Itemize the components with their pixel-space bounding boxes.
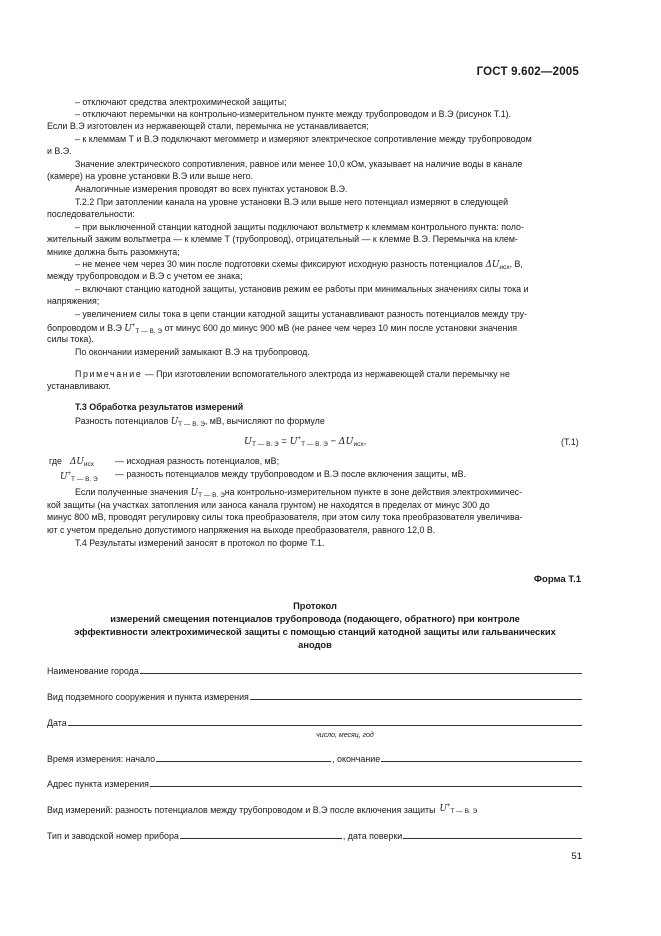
symbol-u: U xyxy=(439,804,447,814)
field-city xyxy=(47,664,583,676)
field-label: Вид подземного сооружения и пункта измерения xyxy=(47,692,249,702)
text-line: По окончании измерений замыкают В.Э на трубопровод. xyxy=(75,347,310,357)
symbol-plus: + xyxy=(131,323,136,329)
text-line: – отключают перемычки на контрольно-измерительном пункте между трубопроводом и В.Э (рисунок Т.1). xyxy=(75,109,512,119)
text-line: последовательности: xyxy=(47,209,135,219)
text-line: Т.2.2 При затоплении канала на уровне установки В.Э или выше него потенциал измеряют в следующей xyxy=(75,197,509,207)
symbol-plus: + xyxy=(446,803,451,810)
text-line: минус 800 мВ, проводят регулировку силы тока преобразователя, при этом силу тока преобразователя увеличива- xyxy=(47,512,523,522)
text-part: , В, xyxy=(509,259,523,269)
text-part: , мВ, вычисляют по формуле xyxy=(204,416,325,426)
note-line: устанавливают. xyxy=(47,381,111,391)
text-line: – отключают средства электрохимической защиты; xyxy=(75,97,287,107)
form-subtitle: измерений смещения потенциалов трубопровода (подающего, обратного) при контроле xyxy=(110,614,520,624)
symbol-u: U xyxy=(289,436,298,448)
field-date xyxy=(47,716,583,728)
formula: $U_{Т — В. Э} = U^+_{Т — В. Э} - \Delta U_{исх}$, xyxy=(244,436,367,449)
text-part: бопроводом и В.Э xyxy=(47,322,122,333)
field-label: Время измерения: начало xyxy=(47,754,156,764)
kind-symbol xyxy=(439,803,477,815)
symbol-plus: + xyxy=(67,471,71,477)
symbol-sub: Т — В. Э xyxy=(135,327,163,335)
date-input-line[interactable] xyxy=(68,724,582,726)
symbol-u: U xyxy=(124,323,132,334)
symbol-sub: Т — В. Э xyxy=(178,421,205,428)
symbol-delta-u: ΔU xyxy=(338,436,354,448)
city-input-line[interactable] xyxy=(140,672,582,674)
text-part: – не менее чем через 30 мин после подготовки схемы фиксируют исходную разность потенциалов xyxy=(75,259,484,269)
symbol-sub: исх xyxy=(83,461,95,468)
form-title: Протокол xyxy=(293,601,337,611)
text-line: Аналогичные измерения проводят во всех пунктах установок В.Э. xyxy=(75,184,348,194)
field-label: Адрес пункта измерения xyxy=(47,779,149,789)
symbol-u: U xyxy=(190,488,199,498)
field-kind xyxy=(47,803,583,815)
field-address xyxy=(47,777,583,789)
field-device xyxy=(47,829,583,841)
symbol-sub: Т — В. Э xyxy=(198,492,225,499)
text-part: Разность потенциалов xyxy=(75,416,169,426)
where-desc: — исходная разность потенциалов, мВ; xyxy=(115,456,280,466)
structure-input-line[interactable] xyxy=(250,698,582,700)
field-label: Вид измерений: разность потенциалов между трубопроводом и В.Э после включения защиты xyxy=(47,805,436,815)
formula-number: (Т.1) xyxy=(561,437,579,447)
text-line: – увеличением силы тока в цепи станции катодной защиты устанавливают разность потенциалов между тру- xyxy=(75,309,528,319)
text-part: — При изготовлении вспомогательного электрода из нержавеющей стали перемычку не xyxy=(142,369,510,379)
symbol-u: U xyxy=(244,436,253,448)
text-line: между трубопроводом и В.Э с учетом ее знака; xyxy=(47,271,243,281)
text-part: на контрольно-измерительном пункте в зоне действия электрохимичес- xyxy=(224,487,523,497)
text-line: Значение электрического сопротивления, равное или менее 10,0 кОм, указывает на наличие воды в канале xyxy=(75,159,523,169)
text-line: мнике должна быть разомкнута; xyxy=(47,247,180,257)
symbol-plus: + xyxy=(297,436,302,442)
where-desc: — разность потенциалов между трубопроводом и В.Э после включения защиты, мВ. xyxy=(115,469,467,479)
symbol-u: U xyxy=(170,417,179,427)
text-line xyxy=(47,415,583,432)
where-symbol xyxy=(60,468,98,486)
check-date-input-line[interactable] xyxy=(403,837,582,839)
text-line: – при выключенной станции катодной защиты подключают вольтметр к клеммам контрольного пункта: поло- xyxy=(75,222,524,232)
text-part: от минус 600 до минус 900 мВ (не ранее чем через 10 мин после установки значения xyxy=(164,322,518,333)
field-label: Тип и заводской номер прибора xyxy=(47,831,179,841)
text-line: – к клеммам Т и В.Э подключают мегомметр и измеряют электрическое сопротивление между трубопроводом xyxy=(75,134,532,144)
text-line: – включают станцию катодной защиты, установив режим ее работы при минимальных значениях силы тока и xyxy=(75,284,529,294)
where-word: где xyxy=(49,456,62,466)
form-subtitle: эффективности электрохимической защиты с помощью станций катодной защиты или гальванических xyxy=(74,627,556,637)
field-label: , дата поверки xyxy=(342,831,403,841)
symbol-delta-u: ΔU xyxy=(70,457,84,467)
device-input-line[interactable] xyxy=(180,837,342,839)
symbol-u: U xyxy=(60,471,68,482)
field-label: Дата xyxy=(47,718,67,728)
text-part: Если полученные значения xyxy=(75,487,189,497)
field-label: , окончание xyxy=(332,754,381,764)
page-number: 51 xyxy=(571,851,582,862)
symbol-sub: Т — В. Э xyxy=(450,808,478,815)
form-subtitle: анодов xyxy=(298,640,332,650)
symbol-sub: исх xyxy=(499,264,510,271)
symbol-delta-u: ΔU xyxy=(485,260,500,270)
field-structure xyxy=(47,690,583,702)
text-line: Т.4 Результаты измерений заносят в протокол по форме Т.1. xyxy=(75,538,325,548)
field-time xyxy=(47,752,583,764)
symbol-sub: Т — В. Э xyxy=(252,441,279,449)
text-line: силы тока). xyxy=(47,334,94,344)
note-label: Примечание xyxy=(75,369,143,379)
address-input-line[interactable] xyxy=(150,785,582,787)
form-label: Форма Т.1 xyxy=(533,574,581,585)
text-line: ют с учетом предельно допустимого напряжения на выходе преобразователя, равного 12,0 В. xyxy=(47,525,436,535)
section-title: Т.3 Обработка результатов измерений xyxy=(75,402,244,412)
equals-sign: = xyxy=(281,436,287,448)
minus-sign: − xyxy=(330,436,336,448)
text-line: жительный зажим вольтметра — к клемме Т (трубопровод), отрицательный — к клемме В.Э. Перемычка на клем- xyxy=(47,234,518,244)
text-line: напряжения; xyxy=(47,296,100,306)
text-line: и В.Э. xyxy=(47,146,72,156)
text-line: кой защиты (на участках затопления или заноса канала грунтом) не находятся в пределах от минус 300 до xyxy=(47,500,490,510)
field-label: Наименование города xyxy=(47,666,139,676)
symbol-sub: Т — В. Э xyxy=(301,441,328,449)
symbol-sub: Т — В. Э xyxy=(71,475,98,483)
symbol-sub: исх xyxy=(353,441,364,449)
text-line: Если В.Э изготовлен из нержавеющей стали, перемычка не устанавливается; xyxy=(47,121,369,131)
time-end-input-line[interactable] xyxy=(381,760,582,762)
time-start-input-line[interactable] xyxy=(156,760,331,762)
note-line xyxy=(47,368,583,381)
standard-header: ГОСТ 9.602—2005 xyxy=(476,66,579,78)
date-hint: число, месяц, год xyxy=(316,732,374,739)
text-line: (камере) на уровне установки В.Э или выше него. xyxy=(47,171,254,181)
